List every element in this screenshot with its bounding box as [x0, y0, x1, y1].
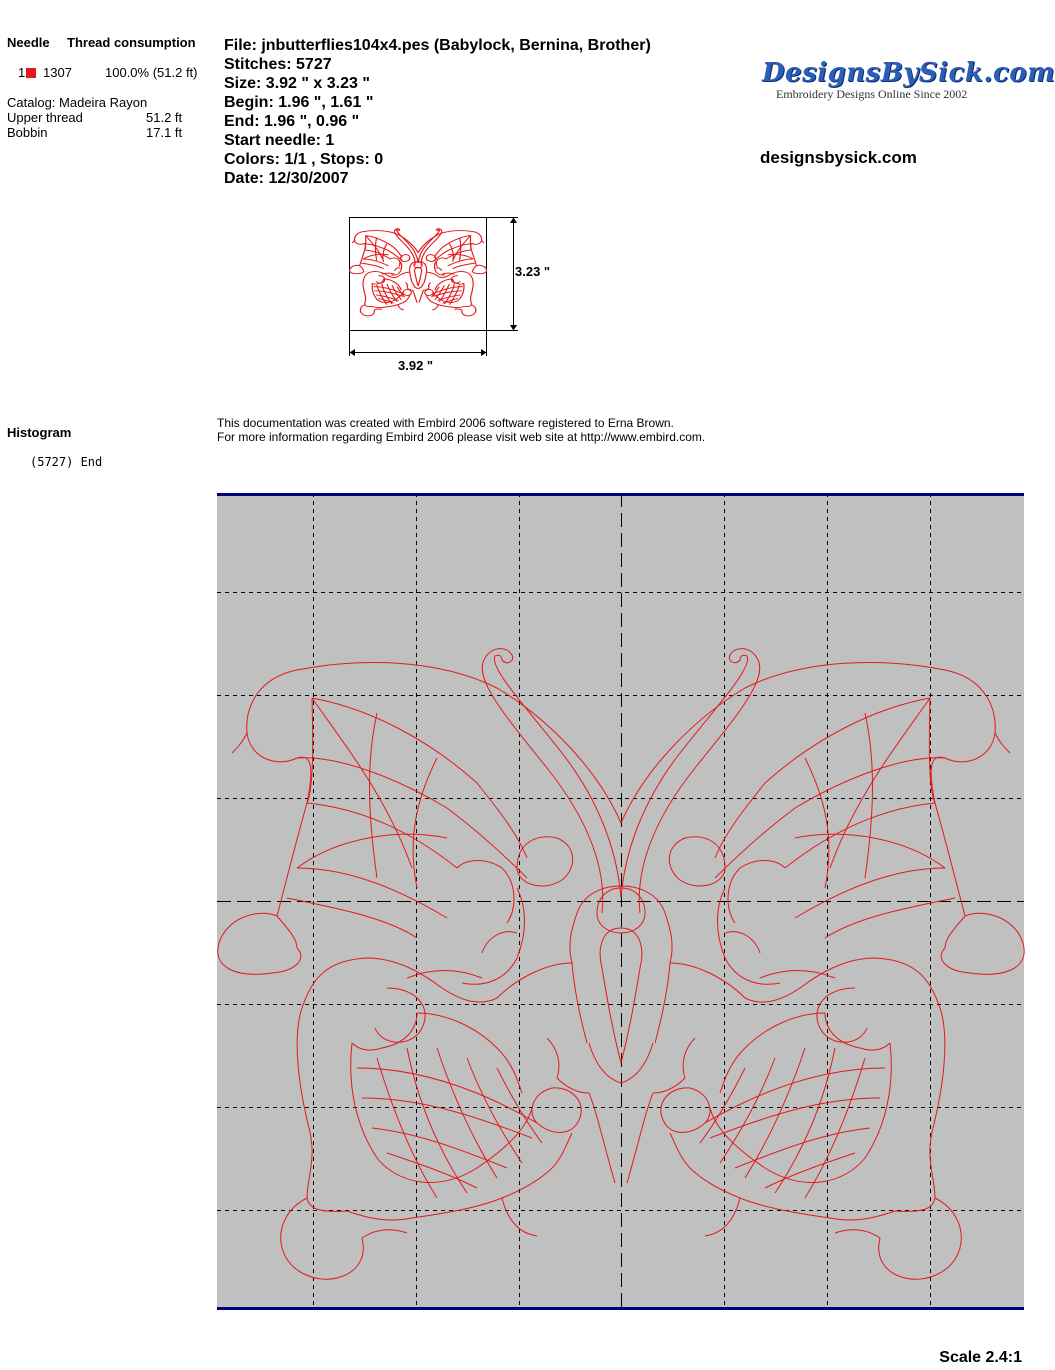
histogram-title: Histogram — [7, 425, 72, 440]
design-preview — [340, 210, 570, 380]
start-needle: Start needle: 1 — [224, 132, 335, 149]
thread-usage: 100.0% (51.2 ft) — [105, 65, 198, 80]
histogram-entry: (5727) End — [30, 455, 103, 469]
stitch-canvas — [217, 493, 1024, 1310]
design-size: Size: 3.92 " x 3.23 " — [224, 75, 370, 92]
needle-header: Needle — [7, 35, 50, 50]
thread-catalog: Catalog: Madeira Rayon — [7, 95, 148, 110]
stitch-view — [217, 493, 1024, 1310]
file-name: File: jnbutterflies104x4.pes (Babylock, Bernina, Brother) — [224, 37, 651, 54]
width-label: 3.92 " — [398, 358, 434, 373]
colors-stops: Colors: 1/1 , Stops: 0 — [224, 151, 384, 168]
file-info — [224, 36, 651, 188]
brand-logo: DesignsBySick.com — [762, 58, 1055, 88]
bobbin-label: Bobbin — [7, 125, 48, 140]
credits — [217, 416, 705, 444]
end-point: End: 1.96 ", 0.96 " — [224, 113, 360, 130]
thread-row — [18, 65, 38, 80]
credits-line-1: This documentation was created with Embird 2006 software registered to Erna Brown. — [217, 416, 674, 430]
brand-site: designsbysick.com — [760, 148, 917, 167]
canvas-top-border — [217, 493, 1024, 496]
brand-tagline: Embroidery Designs Online Since 2002 — [776, 87, 968, 101]
height-label: 3.23 " — [515, 264, 551, 279]
upper-thread-label: Upper thread — [7, 110, 83, 125]
thread-color-code: 1307 — [43, 65, 72, 80]
thread-color-swatch — [26, 68, 36, 78]
upper-thread-value: 51.2 ft — [146, 110, 183, 125]
stitch-count: Stitches: 5727 — [224, 56, 332, 73]
begin-point: Begin: 1.96 ", 1.61 " — [224, 94, 374, 111]
needle-number: 1 — [18, 65, 26, 80]
canvas-bottom-border — [217, 1307, 1024, 1310]
credits-line-2: For more information regarding Embird 2006 please visit web site at http://www.embird.com. — [217, 430, 706, 444]
thread-consumption-header: Thread consumption — [67, 35, 196, 50]
design-thumbnail — [340, 210, 570, 380]
date: Date: 12/30/2007 — [224, 170, 349, 187]
scale-label: Scale 2.4:1 — [939, 1349, 1022, 1366]
bobbin-value: 17.1 ft — [146, 125, 183, 140]
